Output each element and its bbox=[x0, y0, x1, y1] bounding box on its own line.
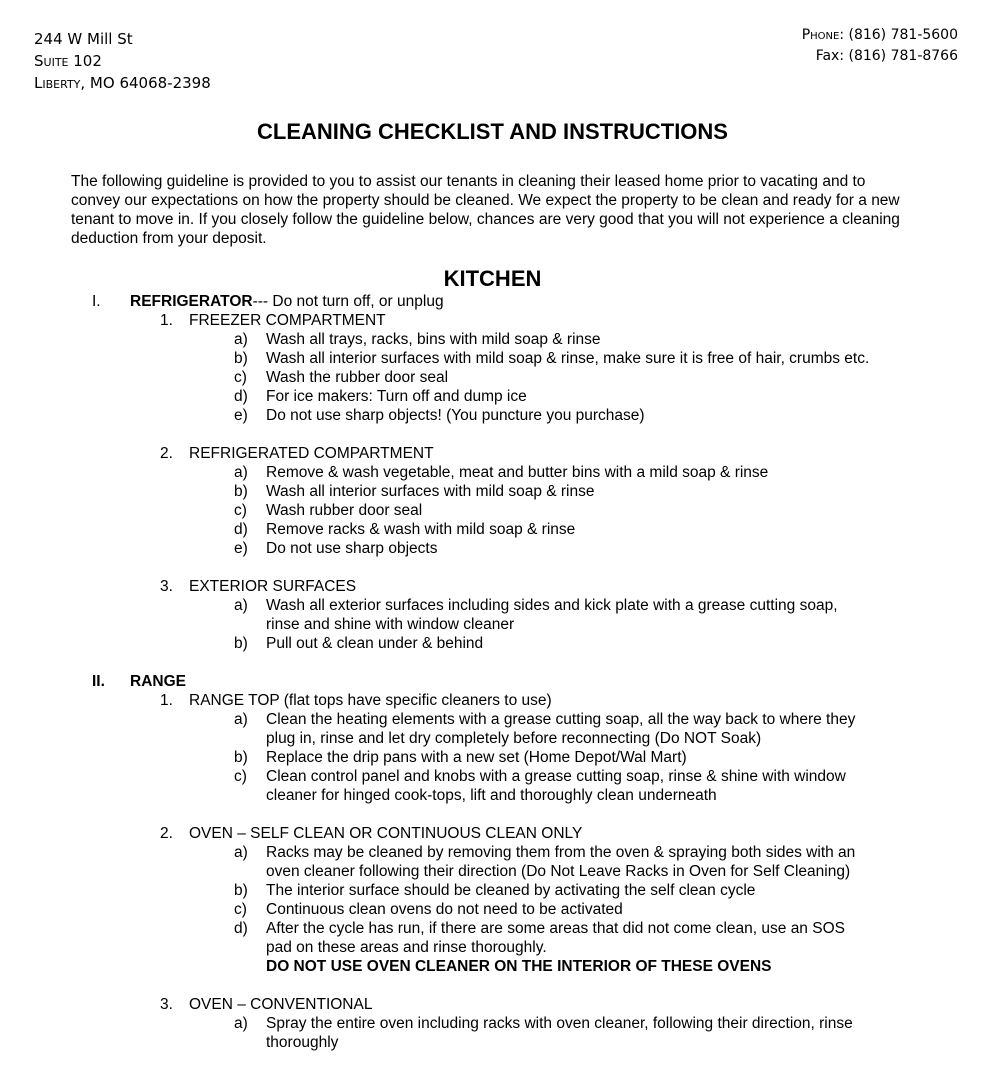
item-text-cont: rinse and shine with window cleaner bbox=[266, 616, 515, 633]
item-text: Wash all exterior surfaces including sides and kick plate with a grease cutting soap, bbox=[266, 597, 838, 614]
list-item bbox=[0, 406, 1000, 425]
item-text: Wash rubber door seal bbox=[266, 502, 423, 519]
subsection-refrigerated bbox=[0, 444, 1000, 463]
item-text: After the cycle has run, if there are some areas that did not come clean, use an SOS bbox=[266, 920, 845, 937]
item-number: 3. bbox=[160, 996, 173, 1013]
checklist bbox=[0, 292, 1000, 1052]
item-letter: b) bbox=[234, 882, 248, 899]
list-item bbox=[0, 463, 1000, 482]
fax-line: Fax: (816) 781-8766 bbox=[815, 48, 958, 64]
list-item-continuation bbox=[0, 862, 1000, 881]
list-item-continuation bbox=[0, 729, 1000, 748]
page-title: CLEANING CHECKLIST AND INSTRUCTIONS bbox=[257, 119, 728, 144]
item-text: Wash all interior surfaces with mild soap & rinse bbox=[266, 483, 595, 500]
item-letter: a) bbox=[234, 844, 248, 861]
contact-block bbox=[802, 25, 958, 67]
item-letter: d) bbox=[234, 388, 248, 405]
item-text-cont: pad on these areas and rinse thoroughly. bbox=[266, 939, 547, 956]
address-block bbox=[34, 28, 211, 94]
list-item-continuation bbox=[0, 615, 1000, 634]
list-item bbox=[0, 539, 1000, 558]
phone-label: Phone: bbox=[801, 27, 845, 43]
list-item bbox=[0, 634, 1000, 653]
list-item bbox=[0, 349, 1000, 368]
warning-text: DO NOT USE OVEN CLEANER ON THE INTERIOR OF THESE OVENS bbox=[266, 958, 772, 975]
address-state-zip: MO 64068-2398 bbox=[85, 74, 211, 92]
intro-paragraph: The following guideline is provided to you to assist our tenants in cleaning their leased home prior to vacating and to convey our expectations on how the property should be cleaned. We expect the property to be clean and ready for a new tenant to move in. If you closely follow the guideline below, chances are very good that you will not experience a cleaning deduction from your deposit. bbox=[71, 173, 900, 247]
item-text: For ice makers: Turn off and dump ice bbox=[266, 388, 527, 405]
item-letter: a) bbox=[234, 464, 248, 481]
item-text: The interior surface should be cleaned by activating the self clean cycle bbox=[266, 882, 756, 899]
item-number: 1. bbox=[160, 692, 173, 709]
item-text: Do not use sharp objects bbox=[266, 540, 438, 557]
list-item bbox=[0, 900, 1000, 919]
item-number: 2. bbox=[160, 445, 173, 462]
item-text: Wash the rubber door seal bbox=[266, 369, 449, 386]
subsection-oven-self-clean bbox=[0, 824, 1000, 843]
subsection-title: FREEZER COMPARTMENT bbox=[189, 312, 386, 329]
item-text: Do not use sharp objects! (You puncture you purchase) bbox=[266, 407, 645, 424]
section-heading bbox=[130, 292, 444, 311]
section-heading: RANGE bbox=[130, 673, 186, 690]
list-item bbox=[0, 520, 1000, 539]
phone-number: (816) 781-5600 bbox=[844, 27, 958, 43]
roman-numeral: II. bbox=[92, 673, 105, 690]
address-city: Liberty, bbox=[34, 74, 86, 92]
item-text: Clean control panel and knobs with a grease cutting soap, rinse & shine with window bbox=[266, 768, 846, 785]
address-line-city bbox=[34, 72, 211, 94]
subsection-range-top bbox=[0, 691, 1000, 710]
phone-line bbox=[802, 25, 958, 46]
item-letter: d) bbox=[234, 920, 248, 937]
list-item bbox=[0, 596, 1000, 615]
item-letter: a) bbox=[234, 597, 248, 614]
item-text: Clean the heating elements with a grease cutting soap, all the way back to where they bbox=[266, 711, 856, 728]
list-item bbox=[0, 919, 1000, 938]
list-item bbox=[0, 482, 1000, 501]
item-letter: c) bbox=[234, 768, 247, 785]
subsection-title: OVEN – SELF CLEAN OR CONTINUOUS CLEAN ONLY bbox=[189, 825, 583, 842]
address-line-street: 244 W Mill St bbox=[34, 30, 133, 48]
heading-text: REFRIGERATOR bbox=[130, 293, 253, 310]
list-item bbox=[0, 881, 1000, 900]
item-text: Wash all trays, racks, bins with mild soap & rinse bbox=[266, 331, 601, 348]
list-item-continuation bbox=[0, 1033, 1000, 1052]
item-letter: b) bbox=[234, 635, 248, 652]
list-item bbox=[0, 330, 1000, 349]
item-text-cont: plug in, rinse and let dry completely before reconnecting (Do NOT Soak) bbox=[266, 730, 762, 747]
item-letter: c) bbox=[234, 502, 247, 519]
subsection-title: EXTERIOR SURFACES bbox=[189, 578, 357, 595]
subsection-freezer bbox=[0, 311, 1000, 330]
item-number: 1. bbox=[160, 312, 173, 329]
item-letter: e) bbox=[234, 540, 248, 557]
item-letter: a) bbox=[234, 331, 248, 348]
list-item bbox=[0, 710, 1000, 729]
item-text: Remove & wash vegetable, meat and butter bins with a mild soap & rinse bbox=[266, 464, 769, 481]
item-text: Replace the drip pans with a new set (Home Depot/Wal Mart) bbox=[266, 749, 687, 766]
list-item bbox=[0, 767, 1000, 786]
list-item bbox=[0, 368, 1000, 387]
warning-line bbox=[0, 957, 1000, 976]
list-item-continuation bbox=[0, 786, 1000, 805]
heading-note: --- Do not turn off, or unplug bbox=[252, 293, 444, 310]
list-item bbox=[0, 843, 1000, 862]
subsection-title: RANGE TOP (flat tops have specific cleaners to use) bbox=[189, 692, 552, 709]
list-item bbox=[0, 387, 1000, 406]
section-refrigerator bbox=[0, 292, 1000, 311]
item-text: Continuous clean ovens do not need to be activated bbox=[266, 901, 623, 918]
list-item bbox=[0, 1014, 1000, 1033]
item-number: 3. bbox=[160, 578, 173, 595]
section-title-kitchen: KITCHEN bbox=[443, 266, 542, 291]
subsection-title: OVEN – CONVENTIONAL bbox=[189, 996, 373, 1013]
list-item-continuation bbox=[0, 938, 1000, 957]
item-text: Racks may be cleaned by removing them from the oven & spraying both sides with an bbox=[266, 844, 856, 861]
item-text: Spray the entire oven including racks with oven cleaner, following their direction, rinse bbox=[266, 1015, 853, 1032]
subsection-exterior bbox=[0, 577, 1000, 596]
item-text-cont: thoroughly bbox=[266, 1034, 339, 1051]
list-item bbox=[0, 501, 1000, 520]
section-range bbox=[0, 672, 1000, 691]
roman-numeral: I. bbox=[92, 293, 101, 310]
item-letter: b) bbox=[234, 483, 248, 500]
subsection-oven-conventional bbox=[0, 995, 1000, 1014]
item-text-cont: cleaner for hinged cook-tops, lift and thoroughly clean underneath bbox=[266, 787, 717, 804]
subsection-title: REFRIGERATED COMPARTMENT bbox=[189, 445, 434, 462]
item-number: 2. bbox=[160, 825, 173, 842]
address-line-suite: Suite 102 bbox=[34, 52, 102, 70]
item-text: Wash all interior surfaces with mild soap & rinse, make sure it is free of hair, crumbs etc. bbox=[266, 350, 870, 367]
item-text: Pull out & clean under & behind bbox=[266, 635, 484, 652]
item-letter: a) bbox=[234, 1015, 248, 1032]
list-item bbox=[0, 748, 1000, 767]
item-letter: a) bbox=[234, 711, 248, 728]
item-text: Remove racks & wash with mild soap & rinse bbox=[266, 521, 576, 538]
item-letter: e) bbox=[234, 407, 248, 424]
item-letter: b) bbox=[234, 749, 248, 766]
item-letter: b) bbox=[234, 350, 248, 367]
item-letter: c) bbox=[234, 901, 247, 918]
item-letter: c) bbox=[234, 369, 247, 386]
item-text-cont: oven cleaner following their direction (Do Not Leave Racks in Oven for Self Cleaning) bbox=[266, 863, 851, 880]
item-letter: d) bbox=[234, 521, 248, 538]
